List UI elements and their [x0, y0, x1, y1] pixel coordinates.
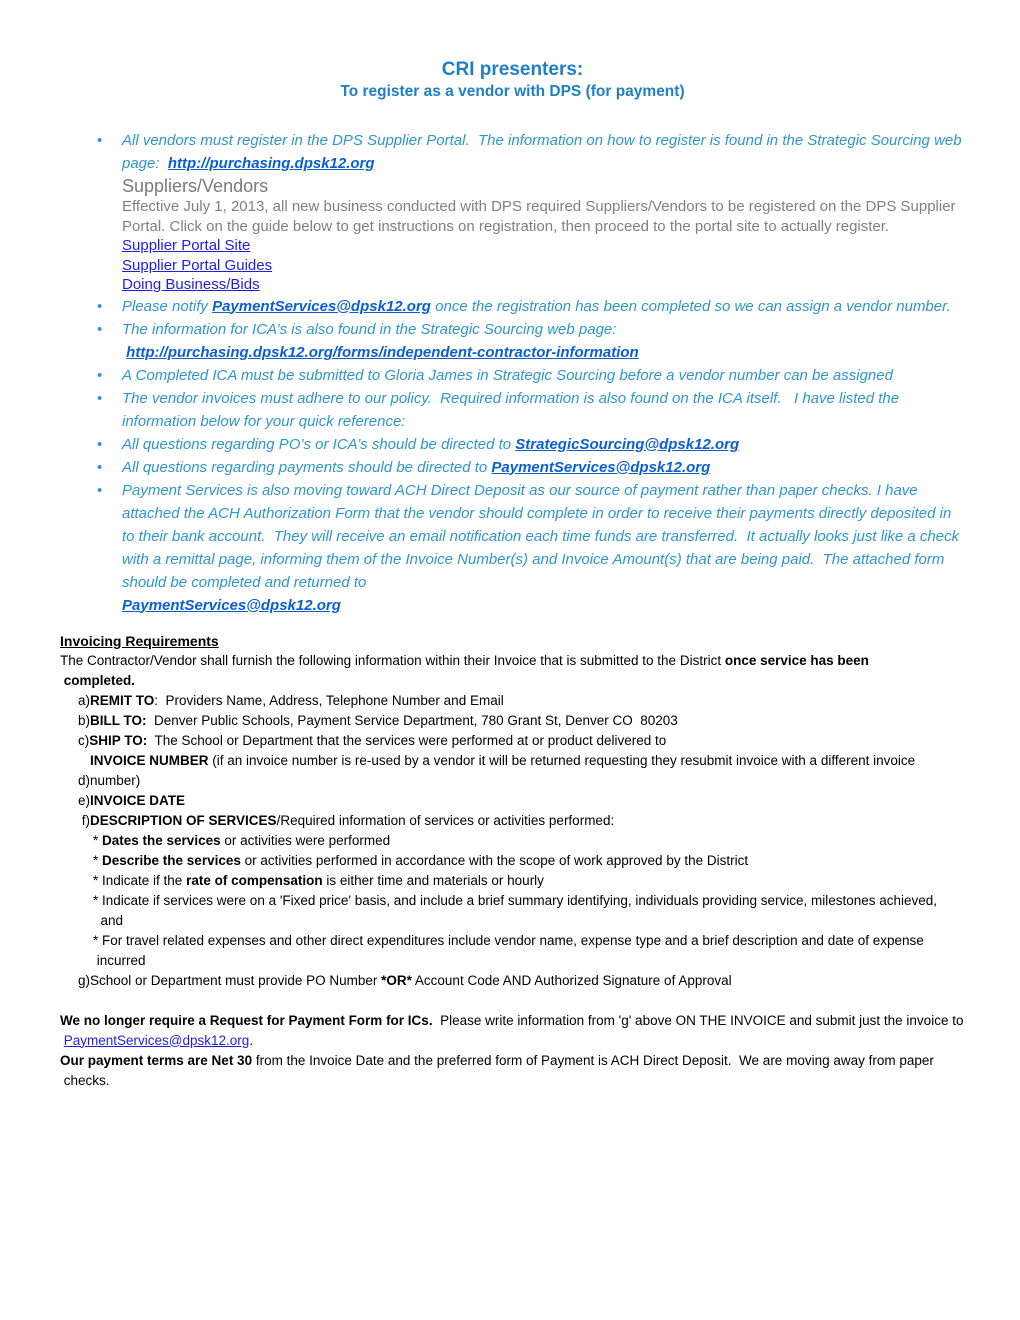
text-segment: rate of compensation [186, 872, 323, 888]
text-segment: School or Department must provide PO Number [90, 972, 382, 988]
text-segment: REMIT TO [90, 692, 155, 708]
text-segment: c) [78, 732, 90, 748]
invoice-item-ship-to [60, 731, 965, 751]
suppliers-vendors-paragraph [60, 197, 965, 236]
text-segment: incurred [93, 952, 146, 968]
bullet-item-payment-questions [60, 456, 965, 479]
bullet-item-notify-payment-services [60, 295, 965, 318]
invoice-item-invoice-number [60, 751, 965, 771]
page-title: CRI presenters: [441, 59, 584, 80]
invoice-item-description-of-services [60, 811, 965, 831]
text-segment: All questions regarding payments should be directed to [122, 458, 492, 476]
text-segment: from the Invoice Date and the preferred form of Payment is ACH Direct Deposit. We are moving away from paper [252, 1052, 934, 1068]
link-supplier-portal-guides[interactable]: Supplier Portal Guides [122, 256, 273, 274]
text-segment: Denver Public Schools, Payment Service Department, 780 Grant St, Denver CO 80203 [146, 712, 678, 728]
link-payment-services-email[interactable]: PaymentServices@dpsk12.org [122, 596, 341, 614]
link-independent-contractor-info[interactable]: http://purchasing.dpsk12.org/forms/independent-contractor-information [126, 343, 639, 361]
service-detail-dates [60, 831, 965, 851]
footer-payment-terms-paragraph [60, 1051, 965, 1091]
link-doing-business-bids[interactable]: Doing Business/Bids [122, 276, 260, 293]
text-segment: All vendors must register in the DPS Supplier Portal. The information on how to register is found in the Strategic Sourcing web page: [122, 132, 966, 172]
text-segment: or activities performed in accordance with the scope of work approved by the District [240, 852, 749, 868]
supplier-portal-guides-row [60, 256, 965, 276]
text-segment: Our payment terms are Net 30 [60, 1052, 253, 1068]
link-strategic-sourcing-email[interactable]: StrategicSourcing@dpsk12.org [515, 435, 740, 453]
text-segment: is either time and materials or hourly [322, 872, 544, 888]
text-segment: * [93, 832, 103, 848]
link-supplier-portal-site[interactable]: Supplier Portal Site [122, 237, 251, 254]
text-segment: INVOICE NUMBER [90, 752, 209, 768]
text-segment: SHIP TO: [89, 732, 148, 748]
service-detail-travel [60, 931, 965, 971]
text-segment: BILL TO: [90, 712, 147, 728]
invoice-item-po-number [60, 971, 965, 991]
service-detail-describe [60, 851, 965, 871]
text-segment: once the registration has been completed so we can assign a vendor number. [430, 297, 951, 315]
text-segment: * Indicate if services were on a 'Fixed price' basis, and include a brief summary identifying, individuals providing service, milestones achieved, [93, 892, 938, 908]
text-segment: Please notify [122, 297, 213, 315]
text-segment: completed. [60, 672, 136, 688]
text-segment: * Indicate if the [93, 872, 187, 888]
text-segment: : Providers Name, Address, Telephone Number and Email [154, 692, 504, 708]
text-segment: once service has been [724, 652, 869, 668]
text-segment: Account Code AND Authorized Signature of Approval [411, 972, 732, 988]
text-segment: Suppliers/Vendors [122, 176, 269, 196]
text-segment: Payment Services is also moving toward ACH Direct Deposit as our source of payment rather than paper checks. I have attached the ACH Authorization Form that the vendor should complete in order to receive their payments directly deposited in to their bank account. They will receive an email notification each time funds are transferred. It actually looks just like a check with a remittal page, informing them of the Invoice Number(s) and Invoice Amount(s) that are being paid. The attached form should be completed and returned to [122, 481, 964, 591]
bullet-item-invoice-policy [60, 387, 965, 433]
text-segment: We no longer require a Request for Payment Form for ICs. [60, 1012, 433, 1028]
invoicing-requirements-heading [60, 631, 965, 651]
service-detail-rate [60, 871, 965, 891]
text-segment: /Required information of services or activities performed: [276, 812, 615, 828]
text-segment: . [249, 1032, 254, 1048]
text-segment: Please write information from 'g' above ON THE INVOICE and submit just the invoice to [432, 1012, 964, 1028]
footer-no-request-form-paragraph [60, 1011, 965, 1051]
text-segment: or activities were performed [220, 832, 391, 848]
suppliers-vendors-heading [60, 175, 965, 197]
link-purchasing-dpsk12[interactable]: http://purchasing.dpsk12.org [167, 155, 375, 172]
text-segment: INVOICE DATE [90, 792, 186, 808]
invoice-item-bill-to [60, 711, 965, 731]
bullet-item-ica-info [60, 318, 965, 364]
document-body [60, 129, 965, 1091]
text-segment: checks. [60, 1072, 110, 1088]
spacer-md [60, 991, 965, 1011]
text-segment: g) [78, 972, 91, 988]
invoice-item-invoice-date [60, 791, 965, 811]
text-segment: * For travel related expenses and other direct expenditures include vendor name, expense type and a brief description and date of expense [93, 932, 924, 948]
text-segment: *OR* [381, 972, 412, 988]
link-payment-services-email[interactable]: PaymentServices@dpsk12.org [491, 458, 711, 476]
service-detail-fixed-price [60, 891, 965, 931]
text-segment: A Completed ICA must be submitted to Gloria James in Strategic Sourcing before a vendor number can be assigned [122, 366, 893, 384]
text-segment: a) [78, 692, 91, 708]
page-subtitle: To register as a vendor with DPS (for payment) [340, 83, 685, 100]
text-segment: b) [78, 712, 91, 728]
invoice-item-remit-to [60, 691, 965, 711]
link-payment-services-email[interactable]: PaymentServices@dpsk12.org [63, 1032, 250, 1048]
text-segment: e) [78, 792, 91, 808]
text-segment: The vendor invoices must adhere to our policy. Required information is also found on the ICA itself. I have listed the information below for your quick reference: [122, 389, 904, 430]
text-segment: The School or Department that the services were performed at or product delivered to [147, 732, 667, 748]
text-segment: The information for ICA’s is also found in the Strategic Sourcing web page: [122, 320, 617, 338]
text-segment: Describe the services [102, 852, 241, 868]
invoice-item-invoice-number-cont [60, 771, 965, 791]
text-segment: and [93, 912, 124, 928]
spacer-sm [60, 617, 965, 631]
bullet-item-po-ica-questions [60, 433, 965, 456]
link-payment-services-email[interactable]: PaymentServices@dpsk12.org [212, 297, 431, 315]
bullet-item-ach-direct-deposit [60, 479, 965, 617]
text-segment: f) [78, 812, 91, 828]
text-segment: Invoicing Requirements [60, 632, 219, 649]
text-segment: All questions regarding PO’s or ICA’s should be directed to [122, 435, 516, 453]
text-segment: Dates the services [102, 832, 221, 848]
invoicing-intro-paragraph [60, 651, 965, 691]
text-segment: DESCRIPTION OF SERVICES [90, 812, 277, 828]
bullet-item-completed-ica [60, 364, 965, 387]
supplier-portal-site-row [60, 236, 965, 256]
text-segment: d)number) [78, 772, 141, 788]
text-segment: * [93, 852, 103, 868]
text-segment: (if an invoice number is re-used by a vendor it will be returned requesting they resubmit invoice with a different invoice [208, 752, 916, 768]
doing-business-bids-row [60, 275, 965, 295]
bullet-item-register-portal [60, 129, 965, 175]
text-segment: Effective July 1, 2013, all new business conducted with DPS required Suppliers/Vendors to be registered on the DPS Supplier Portal. Click on the guide below to get instructions on registration, then proceed to the portal site to actually register. [122, 198, 960, 235]
text-segment: The Contractor/Vendor shall furnish the following information within their Invoice that is submitted to the District [60, 652, 725, 668]
